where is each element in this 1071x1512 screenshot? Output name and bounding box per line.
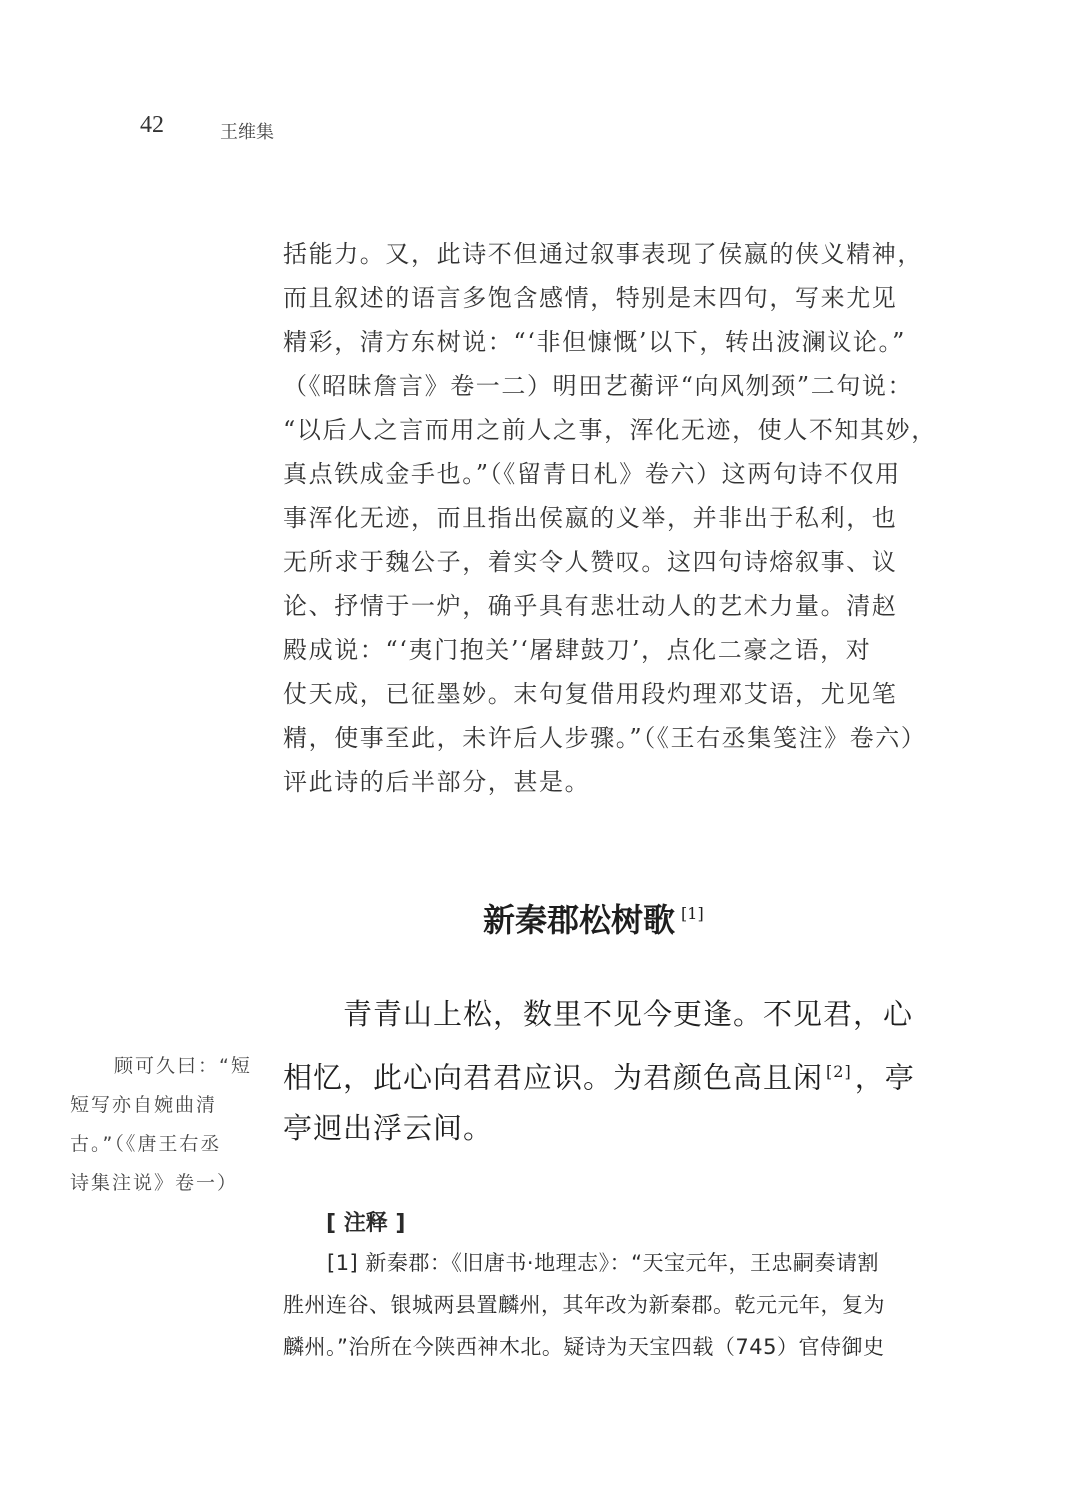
notes-section	[283, 1242, 923, 1368]
commentary-line: 而且叙述的语言多饱含感情，特别是末四句，写来尤见	[283, 284, 898, 312]
footnote-ref-1: [1]	[681, 904, 704, 924]
commentary-line: （《昭昧詹言》卷一二）明田艺蘅评“向风刎颈”二句说：	[283, 372, 914, 400]
commentary-line: 真点铁成金手也。”（《留青日札》卷六）这两句诗不仅用	[283, 460, 901, 488]
page-number: 42	[140, 112, 164, 138]
running-title: 王维集	[220, 122, 274, 143]
poem-line: 亭迥出浮云间。	[283, 1111, 494, 1145]
margin-note-line: 短写亦自婉曲清	[70, 1094, 218, 1116]
poem-title-text: 新秦郡松树歌	[483, 901, 676, 939]
notes-heading: [ 注释 ]	[326, 1211, 406, 1236]
commentary-line: 仗天成，已征墨妙。末句复借用段灼理邓艾语，尤见笔	[283, 680, 898, 708]
commentary-line: 精，使事至此，未许后人步骤。”（《王右丞集笺注》卷六）	[283, 724, 927, 752]
poem-body	[283, 986, 923, 1157]
note-line: 胜州连谷、银城两县置麟州，其年改为新秦郡。乾元元年，复为	[283, 1293, 885, 1317]
poem-line	[283, 1043, 923, 1100]
note-line: 麟州。”治所在今陕西神木北。疑诗为天宝四载（745）官侍御史	[283, 1335, 885, 1359]
poem-line: 青青山上松，数里不见今更逢。不见君，心	[343, 997, 914, 1031]
footnote-ref-2: [2]	[826, 1062, 852, 1081]
commentary-line: 无所求于魏公子，着实令人赞叹。这四句诗熔叙事、议	[283, 548, 898, 576]
note-line: [1] 新秦郡：《旧唐书·地理志》：“天宝元年，王忠嗣奏请割	[327, 1251, 879, 1275]
margin-note-line: 顾可久曰：“短	[114, 1055, 252, 1077]
poem-line-text: ，亭	[854, 1060, 915, 1095]
poem-title	[483, 895, 704, 941]
margin-note-line: 诗集注说》卷一）	[70, 1172, 239, 1194]
commentary-line: “以后人之言而用之前人之事，浑化无迹，使人不知其妙，	[283, 416, 937, 444]
commentary-line: 论、抒情于一炉，确乎具有悲壮动人的艺术力量。清赵	[283, 592, 898, 620]
commentary-paragraph	[283, 232, 937, 804]
commentary-line: 事浑化无迹，而且指出侯嬴的义举，并非出于私利，也	[283, 504, 898, 532]
commentary-line: 殿成说：“‘夷门抱关’‘屠肆鼓刀’，点化二豪之语，对	[283, 636, 872, 664]
commentary-line: 括能力。又，此诗不但通过叙事表现了侯嬴的侠义精神，	[283, 240, 923, 268]
commentary-line: 精彩，清方东树说：“‘非但慷慨’以下，转出波澜议论。”	[283, 328, 906, 356]
poem-line-text: 相忆，此心向君君应识。为君颜色高且闲	[283, 1060, 824, 1095]
margin-note-line: 古。”（《唐王右丞	[70, 1133, 222, 1155]
margin-note	[70, 1047, 250, 1203]
commentary-line: 评此诗的后半部分，甚是。	[283, 768, 591, 796]
